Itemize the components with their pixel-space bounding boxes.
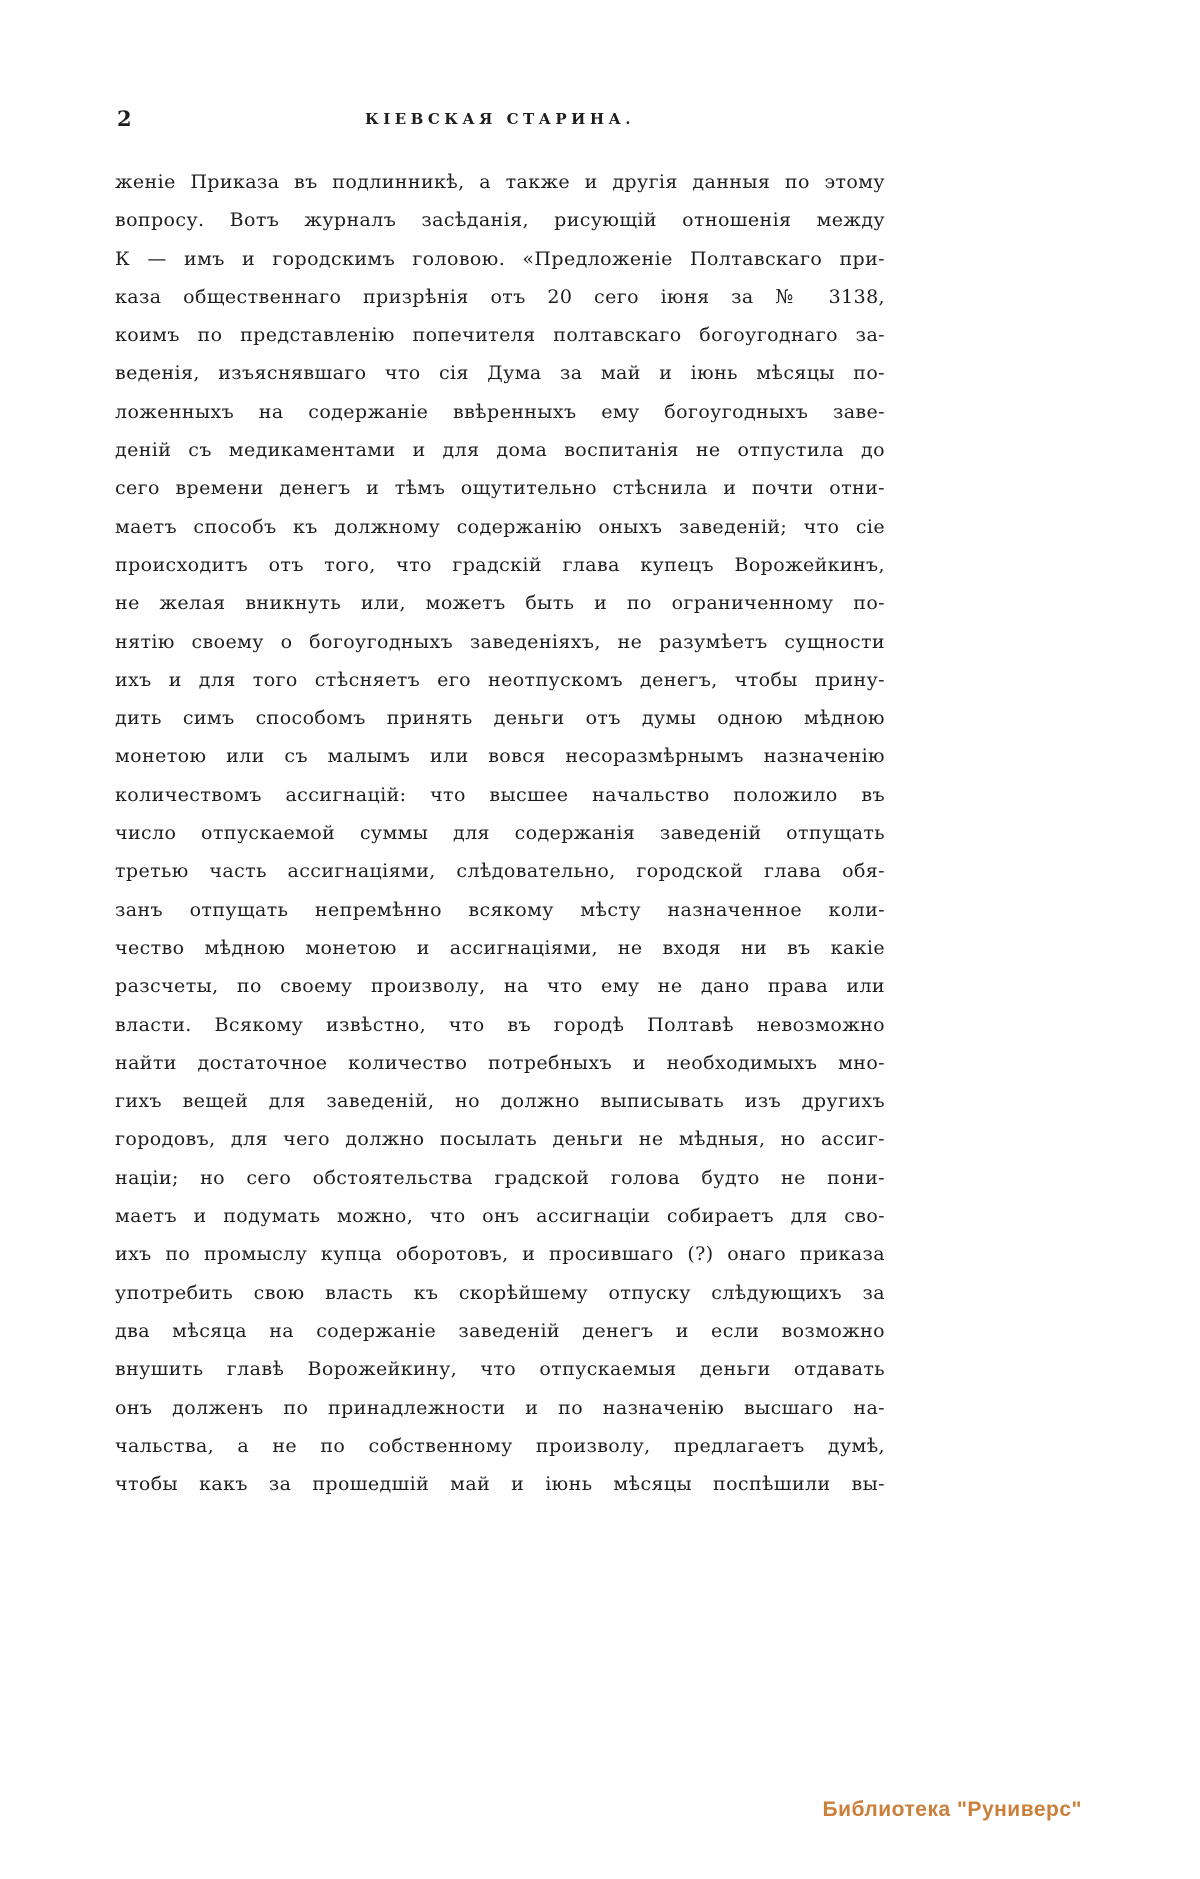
- text-line: монетою или съ малымъ или вовся несоразмѣрнымъ назначенію: [115, 745, 885, 768]
- text-line: націи; но сего обстоятельства градской голова будто не пони-: [115, 1166, 885, 1189]
- text-line: сего времени денегъ и тѣмъ ощутительно стѣснила и почти отни-: [115, 477, 885, 500]
- text-line: число отпускаемой суммы для содержанія заведеній отпущать: [115, 822, 885, 845]
- text-line: гихъ вещей для заведеній, но должно выписывать изъ другихъ: [115, 1090, 885, 1113]
- text-line: употребить свою власть къ скорѣйшему отпуску слѣдующихъ за: [115, 1281, 885, 1304]
- text-line: дить симъ способомъ принять деньги отъ думы одною мѣдною: [115, 707, 885, 730]
- text-line: два мѣсяца на содержаніе заведеній денегъ и если возможно: [115, 1319, 885, 1342]
- text-line: коимъ по представленію попечителя полтавскаго богоугоднаго за-: [115, 324, 885, 347]
- text-line: К — имъ и городскимъ головою. «Предложеніе Полтавскаго при-: [115, 247, 885, 270]
- text-line: ложенныхъ на содержаніе ввѣренныхъ ему богоугодныхъ заве-: [115, 400, 885, 423]
- text-line: маетъ и подумать можно, что онъ ассигнаціи собираетъ для сво-: [115, 1205, 885, 1228]
- text-line: разсчеты, по своему произволу, на что ему не дано права или: [115, 975, 885, 998]
- text-line: нятію своему о богоугодныхъ заведеніяхъ, не разумѣетъ сущности: [115, 630, 885, 653]
- text-line: веденія, изъяснявшаго что сія Дума за май и іюнь мѣсяцы по-: [115, 362, 885, 385]
- library-watermark: Библиотека "Руниверс": [822, 1798, 1082, 1821]
- page-number: 2: [117, 106, 133, 131]
- text-line: каза общественнаго призрѣнія отъ 20 сего іюня за № 3138,: [115, 285, 885, 308]
- text-line: чество мѣдною монетою и ассигнаціями, не входя ни въ какіе: [115, 936, 885, 959]
- text-line: не желая вникнуть или, можетъ быть и по ограниченному по-: [115, 592, 885, 615]
- text-line: власти. Всякому извѣстно, что въ городѣ Полтавѣ невозможно: [115, 1013, 885, 1036]
- running-title: КІЕВСКАЯ СТАРИНА.: [365, 110, 635, 128]
- text-line: чтобы какъ за прошедшій май и іюнь мѣсяцы поспѣшили вы-: [115, 1473, 885, 1496]
- text-line: третью часть ассигнаціями, слѣдовательно, городской глава обя-: [115, 860, 885, 883]
- text-line: маетъ способъ къ должному содержанію оныхъ заведеній; что сіе: [115, 515, 885, 538]
- text-line: городовъ, для чего должно посылать деньги не мѣдныя, но ассиг-: [115, 1128, 885, 1151]
- body-text: [115, 163, 885, 1503]
- text-line: чальства, а не по собственному произволу, предлагаетъ думѣ,: [115, 1434, 885, 1457]
- text-line: вопросу. Вотъ журналъ засѣданія, рисующій отношенія между: [115, 209, 885, 232]
- text-line: количествомъ ассигнацій: что высшее начальство положило въ: [115, 783, 885, 806]
- page-header: [115, 106, 885, 136]
- text-line: происходитъ отъ того, что градскій глава купецъ Ворожейкинъ,: [115, 553, 885, 576]
- text-line: онъ долженъ по принадлежности и по назначенію высшаго на-: [115, 1396, 885, 1419]
- text-line: занъ отпущать непремѣнно всякому мѣсту назначенное коли-: [115, 898, 885, 921]
- text-line: женіе Приказа въ подлинникѣ, а также и другія данныя по этому: [115, 171, 885, 193]
- text-line: ихъ по промыслу купца оборотовъ, и просившаго (?) онаго приказа: [115, 1243, 885, 1266]
- text-line: деній съ медикаментами и для дома воспитанія не отпустила до: [115, 439, 885, 462]
- text-line: найти достаточное количество потребныхъ и необходимыхъ мно-: [115, 1051, 885, 1074]
- text-line: ихъ и для того стѣсняетъ его неотпускомъ денегъ, чтобы прину-: [115, 668, 885, 691]
- text-line: внушить главѣ Ворожейкину, что отпускаемыя деньги отдавать: [115, 1358, 885, 1381]
